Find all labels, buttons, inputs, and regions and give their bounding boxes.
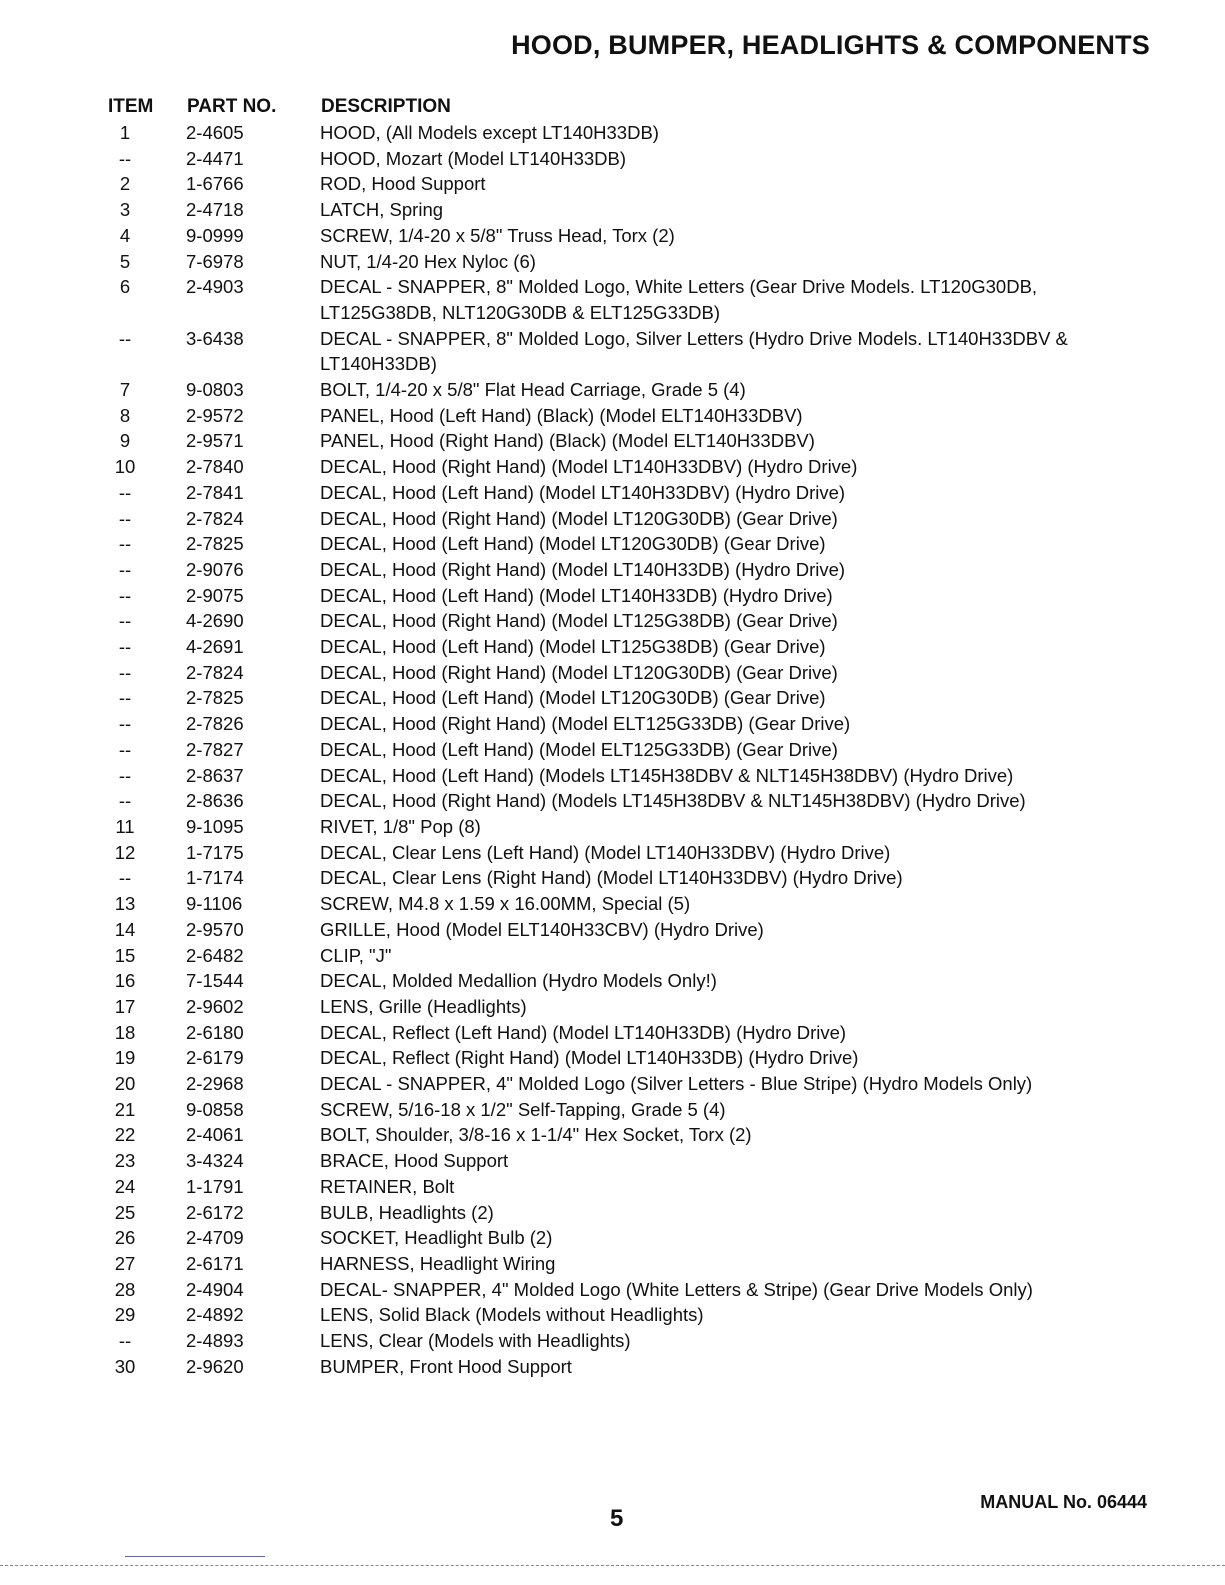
item-number: 22 <box>114 1124 136 1146</box>
table-row <box>0 994 1225 1020</box>
table-row <box>0 763 1225 789</box>
table-row <box>0 685 1225 711</box>
table-row <box>0 120 1225 146</box>
item-number: -- <box>118 533 132 555</box>
table-row <box>0 943 1225 969</box>
item-number: -- <box>118 507 132 529</box>
item-number: -- <box>118 764 132 786</box>
part-description: DECAL, Clear Lens (Left Hand) (Model LT140H33DBV) (Hydro Drive) <box>320 841 891 863</box>
part-description: LENS, Grille (Headlights) <box>320 995 527 1017</box>
item-number: 29 <box>114 1304 136 1326</box>
table-row <box>0 634 1225 660</box>
part-description: PANEL, Hood (Left Hand) (Black) (Model ELT140H33DBV) <box>320 404 803 426</box>
item-number: -- <box>118 558 132 580</box>
item-number: 6 <box>119 276 131 298</box>
table-row <box>0 1174 1225 1200</box>
part-number: 3-4324 <box>186 1150 244 1172</box>
part-description: DECAL, Hood (Right Hand) (Model LT120G30DB) (Gear Drive) <box>320 507 838 529</box>
item-number: -- <box>118 327 132 349</box>
item-number: 4 <box>119 224 131 246</box>
table-row <box>0 891 1225 917</box>
table-row <box>0 737 1225 763</box>
part-number: 2-4471 <box>186 147 244 169</box>
item-number: -- <box>118 610 132 632</box>
table-row <box>0 788 1225 814</box>
table-row <box>0 583 1225 609</box>
part-description: NUT, 1/4-20 Hex Nyloc (6) <box>320 250 536 272</box>
part-description: DECAL - SNAPPER, 4" Molded Logo (Silver Letters - Blue Stripe) (Hydro Models Only) <box>320 1073 1033 1095</box>
part-description: DECAL, Reflect (Left Hand) (Model LT140H33DB) (Hydro Drive) <box>320 1021 847 1043</box>
part-description: DECAL, Hood (Right Hand) (Models LT145H38DBV & NLT145H38DBV) (Hydro Drive) <box>320 790 1026 812</box>
item-number: 19 <box>114 1047 136 1069</box>
item-number: 27 <box>114 1252 136 1274</box>
part-description: DECAL, Hood (Left Hand) (Model LT125G38DB) (Gear Drive) <box>320 636 826 658</box>
table-row <box>0 917 1225 943</box>
part-number: 1-6766 <box>186 173 244 195</box>
item-number: 23 <box>114 1150 136 1172</box>
table-row <box>0 480 1225 506</box>
table-row <box>0 1277 1225 1303</box>
item-number: -- <box>118 713 132 735</box>
table-row <box>0 326 1225 377</box>
item-number: 26 <box>114 1227 136 1249</box>
page-title: HOOD, BUMPER, HEADLIGHTS & COMPONENTS <box>511 30 1150 60</box>
part-description: DECAL, Reflect (Right Hand) (Model LT140H33DB) (Hydro Drive) <box>320 1047 859 1069</box>
table-row <box>0 968 1225 994</box>
part-number: 2-7825 <box>186 533 244 555</box>
table-row <box>0 274 1225 325</box>
item-number: 30 <box>114 1355 136 1377</box>
table-row <box>0 1148 1225 1174</box>
part-description: DECAL, Hood (Right Hand) (Model LT140H33DBV) (Hydro Drive) <box>320 456 858 478</box>
part-description: HOOD, Mozart (Model LT140H33DB) <box>320 147 627 169</box>
part-description: DECAL, Clear Lens (Right Hand) (Model LT140H33DBV) (Hydro Drive) <box>320 867 903 889</box>
table-row <box>0 1097 1225 1123</box>
item-number: 10 <box>114 456 136 478</box>
part-description: SCREW, M4.8 x 1.59 x 16.00MM, Special (5) <box>320 893 691 915</box>
item-number: 2 <box>119 173 131 195</box>
part-number: 2-4903 <box>186 276 244 298</box>
item-number: 1 <box>119 122 131 143</box>
table-row <box>0 1122 1225 1148</box>
table-row <box>0 531 1225 557</box>
part-description: HARNESS, Headlight Wiring <box>320 1252 556 1274</box>
part-number: 2-6482 <box>186 944 244 966</box>
part-description: LENS, Solid Black (Models without Headlights) <box>320 1304 704 1326</box>
table-row <box>0 1302 1225 1328</box>
part-number: 2-4893 <box>186 1330 244 1352</box>
part-number: 2-9075 <box>186 584 244 606</box>
part-description: RIVET, 1/8" Pop (8) <box>320 815 481 837</box>
divider <box>125 1556 265 1557</box>
part-number: 2-7824 <box>186 507 244 529</box>
part-number: 2-4061 <box>186 1124 244 1146</box>
item-number: 7 <box>119 379 131 401</box>
part-description: DECAL, Hood (Left Hand) (Model LT140H33DB) (Hydro Drive) <box>320 584 833 606</box>
table-row <box>0 1251 1225 1277</box>
item-number: -- <box>118 687 132 709</box>
table-row <box>0 840 1225 866</box>
table-row <box>0 1045 1225 1071</box>
parts-list <box>0 120 1225 1379</box>
part-number: 2-8637 <box>186 764 244 786</box>
part-description: DECAL - SNAPPER, 8" Molded Logo, White Letters (Gear Drive Models. LT120G30DB, LT125G38DB, NLT120G30DB & ELT125G33DB) <box>320 276 1038 323</box>
item-number: 16 <box>114 970 136 992</box>
item-number: -- <box>118 790 132 812</box>
part-description: DECAL, Hood (Right Hand) (Model ELT125G33DB) (Gear Drive) <box>320 713 851 735</box>
part-description: HOOD, (All Models except LT140H33DB) <box>320 122 659 143</box>
table-row <box>0 865 1225 891</box>
part-number: 2-4709 <box>186 1227 244 1249</box>
part-description: PANEL, Hood (Right Hand) (Black) (Model ELT140H33DBV) <box>320 430 815 452</box>
item-number: 13 <box>114 893 136 915</box>
part-description: DECAL, Hood (Right Hand) (Model LT120G30DB) (Gear Drive) <box>320 661 838 683</box>
part-description: ROD, Hood Support <box>320 173 486 195</box>
part-number: 2-4892 <box>186 1304 244 1326</box>
part-number: 2-6171 <box>186 1252 244 1274</box>
part-number: 2-9572 <box>186 404 244 426</box>
item-number: 24 <box>114 1175 136 1197</box>
part-description: DECAL, Hood (Left Hand) (Model LT120G30DB) (Gear Drive) <box>320 533 826 555</box>
part-description: BOLT, 1/4-20 x 5/8" Flat Head Carriage, Grade 5 (4) <box>320 379 746 401</box>
item-number: -- <box>118 738 132 760</box>
part-number: 2-4904 <box>186 1278 244 1300</box>
part-number: 2-2968 <box>186 1073 244 1095</box>
table-row <box>0 428 1225 454</box>
part-number: 2-7840 <box>186 456 244 478</box>
part-description: DECAL, Hood (Left Hand) (Model ELT125G33DB) (Gear Drive) <box>320 738 838 760</box>
item-number: -- <box>118 867 132 889</box>
item-number: 28 <box>114 1278 136 1300</box>
table-row <box>0 197 1225 223</box>
part-number: 2-7826 <box>186 713 244 735</box>
part-number: 2-8636 <box>186 790 244 812</box>
part-number: 2-6179 <box>186 1047 244 1069</box>
table-row <box>0 660 1225 686</box>
item-number: -- <box>118 636 132 658</box>
part-description: BRACE, Hood Support <box>320 1150 509 1172</box>
item-number: 17 <box>114 995 136 1017</box>
item-number: -- <box>118 481 132 503</box>
item-number: -- <box>118 661 132 683</box>
item-number: 12 <box>114 841 136 863</box>
part-description: DECAL- SNAPPER, 4" Molded Logo (White Letters & Stripe) (Gear Drive Models Only) <box>320 1278 1033 1300</box>
part-description: SOCKET, Headlight Bulb (2) <box>320 1227 553 1249</box>
part-description: LATCH, Spring <box>320 199 444 221</box>
item-number: -- <box>118 584 132 606</box>
part-number: 4-2690 <box>186 610 244 632</box>
part-description: LENS, Clear (Models with Headlights) <box>320 1330 631 1352</box>
table-row <box>0 223 1225 249</box>
part-description: BULB, Headlights (2) <box>320 1201 494 1223</box>
part-description: RETAINER, Bolt <box>320 1175 455 1197</box>
part-number: 9-1095 <box>186 815 244 837</box>
page-number: 5 <box>610 1505 624 1532</box>
part-number: 2-9620 <box>186 1355 244 1377</box>
table-row <box>0 1354 1225 1380</box>
item-number: -- <box>118 147 132 169</box>
part-description: DECAL, Molded Medallion (Hydro Models Only!) <box>320 970 717 992</box>
part-description: DECAL, Hood (Right Hand) (Model LT140H33DB) (Hydro Drive) <box>320 558 846 580</box>
item-number: 14 <box>114 918 136 940</box>
part-description: DECAL, Hood (Left Hand) (Model LT140H33DBV) (Hydro Drive) <box>320 481 846 503</box>
part-number: 9-0858 <box>186 1098 244 1120</box>
part-number: 7-1544 <box>186 970 244 992</box>
part-description: BOLT, Shoulder, 3/8-16 x 1-1/4" Hex Socket, Torx (2) <box>320 1124 752 1146</box>
part-no-column-header: PART NO. <box>187 96 277 117</box>
part-number: 3-6438 <box>186 327 244 349</box>
table-row <box>0 557 1225 583</box>
item-number: -- <box>118 1330 132 1352</box>
part-number: 2-9076 <box>186 558 244 580</box>
part-number: 2-9570 <box>186 918 244 940</box>
part-description: SCREW, 5/16-18 x 1/2" Self-Tapping, Grade 5 (4) <box>320 1098 726 1120</box>
part-number: 2-7841 <box>186 481 244 503</box>
table-row <box>0 608 1225 634</box>
item-number: 21 <box>114 1098 136 1120</box>
part-number: 9-1106 <box>186 893 243 915</box>
table-row <box>0 814 1225 840</box>
item-number: 15 <box>114 944 136 966</box>
part-number: 2-7824 <box>186 661 244 683</box>
part-number: 9-0999 <box>186 224 244 246</box>
part-description: CLIP, "J" <box>320 944 392 966</box>
table-row <box>0 1071 1225 1097</box>
part-number: 2-6172 <box>186 1201 244 1223</box>
table-row <box>0 146 1225 172</box>
part-number: 2-4605 <box>186 122 244 143</box>
table-row <box>0 1020 1225 1046</box>
part-number: 1-7175 <box>186 841 244 863</box>
part-description: DECAL, Hood (Right Hand) (Model LT125G38DB) (Gear Drive) <box>320 610 838 632</box>
part-description: BUMPER, Front Hood Support <box>320 1355 572 1377</box>
part-description: DECAL - SNAPPER, 8" Molded Logo, Silver Letters (Hydro Drive Models. LT140H33DBV & LT140H33DB) <box>320 327 1068 375</box>
table-row <box>0 506 1225 532</box>
part-number: 1-1791 <box>186 1175 244 1197</box>
description-column-header: DESCRIPTION <box>321 96 451 117</box>
part-number: 2-9602 <box>186 995 244 1017</box>
table-row <box>0 1200 1225 1226</box>
part-number: 2-4718 <box>186 199 244 221</box>
item-column-header: ITEM <box>108 96 154 117</box>
table-row <box>0 711 1225 737</box>
table-row <box>0 377 1225 403</box>
part-number: 2-7825 <box>186 687 244 709</box>
footer-divider <box>0 1565 1225 1566</box>
part-number: 9-0803 <box>186 379 244 401</box>
part-description: DECAL, Hood (Left Hand) (Models LT145H38DBV & NLT145H38DBV) (Hydro Drive) <box>320 764 1014 786</box>
table-row <box>0 1328 1225 1354</box>
item-number: 8 <box>119 404 131 426</box>
part-description: DECAL, Hood (Left Hand) (Model LT120G30DB) (Gear Drive) <box>320 687 826 709</box>
item-number: 25 <box>114 1201 136 1223</box>
item-number: 5 <box>119 250 131 272</box>
item-number: 3 <box>119 199 131 221</box>
part-number: 4-2691 <box>186 636 244 658</box>
table-row <box>0 454 1225 480</box>
part-number: 7-6978 <box>186 250 244 272</box>
part-number: 2-9571 <box>186 430 244 452</box>
part-number: 2-6180 <box>186 1021 244 1043</box>
part-number: 2-7827 <box>186 738 244 760</box>
table-row <box>0 171 1225 197</box>
item-number: 20 <box>114 1073 136 1095</box>
item-number: 18 <box>114 1021 136 1043</box>
item-number: 9 <box>119 430 131 452</box>
item-number: 11 <box>115 815 135 837</box>
part-description: SCREW, 1/4-20 x 5/8" Truss Head, Torx (2) <box>320 224 675 246</box>
table-row <box>0 249 1225 275</box>
part-description: GRILLE, Hood (Model ELT140H33CBV) (Hydro Drive) <box>320 918 764 940</box>
manual-number: MANUAL No. 06444 <box>980 1492 1147 1512</box>
table-row <box>0 403 1225 429</box>
part-number: 1-7174 <box>186 867 244 889</box>
table-row <box>0 1225 1225 1251</box>
